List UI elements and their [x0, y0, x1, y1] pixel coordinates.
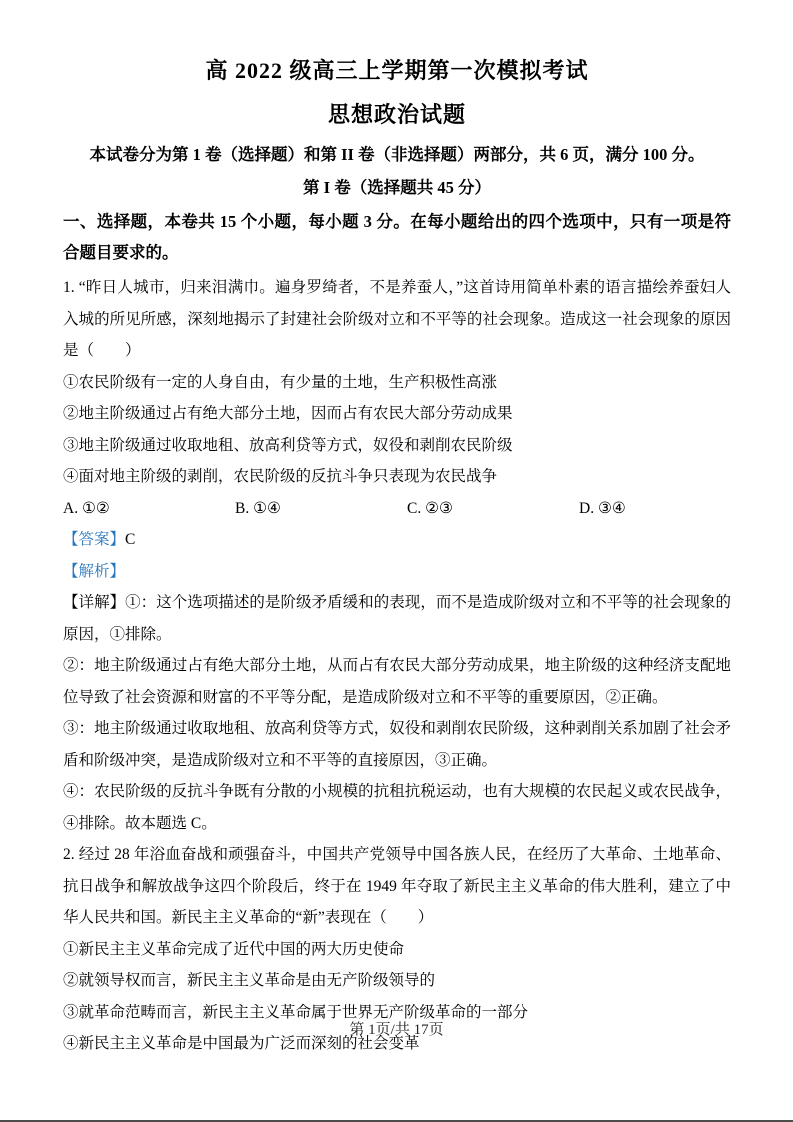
question-1-analysis-line	[63, 556, 731, 588]
question-1-choice-c: C. ②③	[407, 499, 453, 517]
exam-intro: 本试卷分为第 1 卷（选择题）和第 II 卷（非选择题）两部分，共 6 页，满分 100 分。	[89, 145, 705, 164]
question-1-detail-4: ④：农民阶级的反抗斗争既有分散的小规模的抗租抗税运动，也有大规模的农民起义或农民战争，④排除。故本题选 C。	[63, 783, 731, 832]
question-1-detail-1: 【详解】①：这个选项描述的是阶级矛盾缓和的表现，而不是造成阶级对立和不平等的社会现象的原因，①排除。	[63, 594, 731, 643]
question-1-option-1: ①农民阶级有一定的人身自由，有少量的土地，生产积极性高涨	[63, 373, 498, 391]
answer-value: C	[125, 531, 136, 548]
page-content	[63, 56, 731, 1060]
page-number: 第 1页/共 17页	[349, 1022, 444, 1038]
answer-label: 【答案】	[63, 531, 126, 548]
question-1-detail-2: ②：地主阶级通过占有绝大部分土地，从而占有农民大部分劳动成果，地主阶级的这种经济支配地位导致了社会资源和财富的不平等分配，是造成阶级对立和不平等的重要原因，②正确。	[63, 657, 731, 706]
exam-title: 高 2022 级高三上学期第一次模拟考试	[205, 58, 589, 83]
question-1-choice-a: A. ①②	[63, 499, 110, 517]
question-1-detail-3: ③：地主阶级通过收取地租、放高利贷等方式，奴役和剥削农民阶级，这种剥削关系加剧了社会矛盾和阶级冲突，是造成阶级对立和不平等的直接原因，③正确。	[63, 720, 731, 769]
question-2-option-3: ③就革命范畴而言，新民主主义革命属于世界无产阶级革命的一部分	[63, 1003, 529, 1021]
question-1-choice-b: B. ①④	[235, 499, 281, 517]
exam-subject-title: 思想政治试题	[327, 102, 466, 127]
section-instructions: 一、选择题，本卷共 15 个小题，每小题 3 分。在每小题给出的四个选项中，只有一项是符合题目要求的。	[63, 212, 731, 262]
question-2-stem: 2. 经过 28 年浴血奋战和顽强奋斗，中国共产党领导中国各族人民，在经历了大革命、土地革命、抗日战争和解放战争这四个阶段后，终于在 1949 年夺取了新民主主义革命的伟大胜利，建立了中华人民共和国。新民主主义革命的“新”表现在（ ）	[63, 846, 731, 926]
question-1-option-4: ④面对地主阶级的剥削，农民阶级的反抗斗争只表现为农民战争	[63, 468, 498, 485]
section-heading: 第 I 卷（选择题共 45 分）	[303, 178, 491, 197]
question-2-option-1: ①新民主主义革命完成了近代中国的两大历史使命	[63, 940, 405, 958]
question-2-option-2: ②就领导权而言，新民主主义革命是由无产阶级领导的	[63, 972, 436, 989]
question-1-choice-d: D. ③④	[579, 499, 626, 517]
question-1-stem: 1. “昨日人城市，归来泪满巾。遍身罗绮者，不是养蚕人，”这首诗用简单朴素的语言描绘养蚕妇人入城的所见所感，深刻地揭示了封建社会阶级对立和不平等的社会现象。造成这一社会现象的原因是（ ）	[63, 279, 731, 359]
question-2-option-4: ④新民主主义革命是中国最为广泛而深刻的社会变革	[63, 1035, 420, 1052]
analysis-label: 【解析】	[63, 562, 126, 580]
question-1-option-3: ③地主阶级通过收取地租、放高利贷等方式，奴役和剥削农民阶级	[63, 436, 513, 454]
question-1-choices-row	[63, 493, 731, 525]
question-1-option-2: ②地主阶级通过占有绝大部分土地，因而占有农民大部分劳动成果	[63, 405, 513, 422]
question-1-answer-line	[63, 524, 731, 556]
